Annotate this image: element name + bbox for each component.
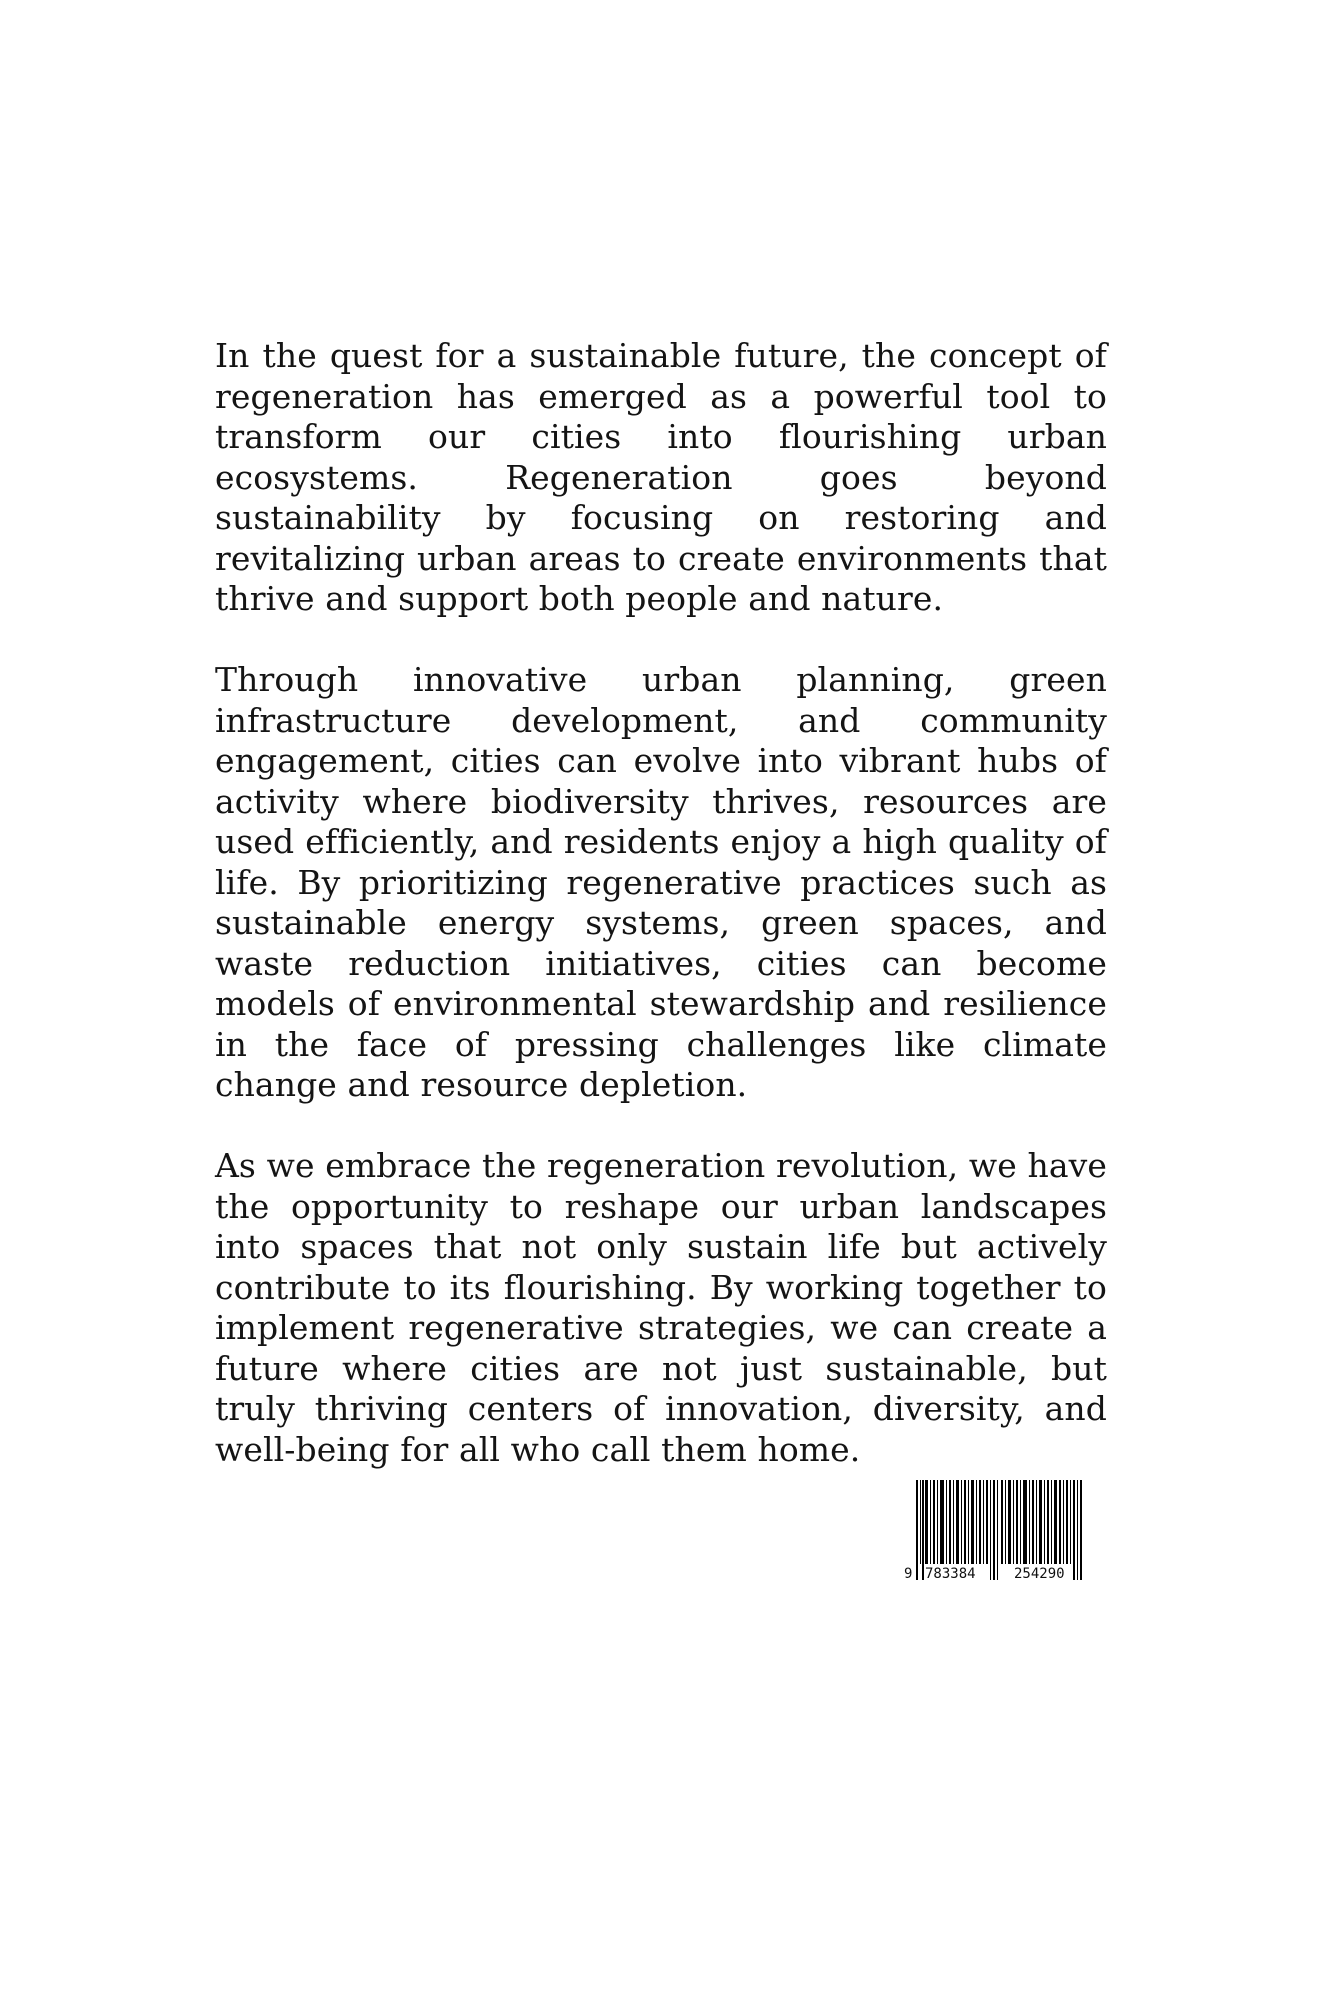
barcode-bar [986, 1480, 988, 1564]
barcode-bar [1066, 1480, 1068, 1564]
blurb-paragraph-3: As we embrace the regeneration revolution, we have the opportunity to reshape our urban landscapes into spaces that not only sustain life but actively contribute to its flourishing. By working together to implement regenerative strategies, we can create a future where cities are not just sustainable, but truly thriving centers of innovation, diversity, and well-being for all who call them home. [215, 1146, 1107, 1469]
barcode-right-digits: 254290 [1014, 1566, 1065, 1582]
barcode-bar [993, 1480, 995, 1580]
barcode-bar [1073, 1480, 1075, 1580]
barcode-bar [971, 1480, 974, 1564]
barcode-bar [1077, 1480, 1078, 1580]
barcode-bar [1016, 1480, 1018, 1564]
barcode-bar [949, 1480, 951, 1564]
barcode-lead-digit: 9 [904, 1566, 913, 1582]
barcode-bar [1013, 1480, 1014, 1564]
barcode-bar [933, 1480, 935, 1564]
blurb-paragraph-2: Through innovative urban planning, green infrastructure development, and community engagement, cities can evolve into vibrant hubs of activity where biodiversity thrives, resources are used efficiently, and residents enjoy a high quality of life. By prioritizing regenerative practices such as sustainable energy systems, green spaces, and waste reduction initiatives, cities can become models of environmental stewardship and resilience in the face of pressing challenges like climate change and resource depletion. [215, 660, 1107, 1104]
barcode-bar [1005, 1480, 1006, 1564]
barcode-bar [1063, 1480, 1064, 1564]
barcode-bar [1023, 1480, 1027, 1564]
barcode-bar [1029, 1480, 1030, 1564]
barcode-bar [1047, 1480, 1049, 1564]
barcode-bar [925, 1480, 928, 1564]
barcode-bar [1070, 1480, 1071, 1564]
barcode-bar [1020, 1480, 1021, 1564]
barcode-bar [968, 1480, 969, 1564]
barcode-bar [1032, 1480, 1034, 1564]
barcode-bar [976, 1480, 977, 1564]
barcode-bar [990, 1480, 991, 1580]
barcode-bar [1008, 1480, 1011, 1564]
barcode-digits [904, 1566, 1065, 1582]
barcode-bar [1054, 1480, 1057, 1564]
barcode-bars [916, 1480, 1082, 1580]
barcode-bar [997, 1480, 998, 1580]
barcode-bar [940, 1480, 944, 1564]
blurb-paragraph-1: In the quest for a sustainable future, the concept of regeneration has emerged as a powerful tool to transform our cities into flourishing urban ecosystems. Regeneration goes beyond sustainability by focusing on restoring and revitalizing urban areas to create environments that thrive and support both people and nature. [215, 336, 1107, 618]
barcode-bar [916, 1480, 918, 1580]
barcode-bar [1044, 1480, 1045, 1564]
barcode-bar [937, 1480, 938, 1564]
barcode-bar [979, 1480, 981, 1564]
barcode-bar [946, 1480, 947, 1564]
barcode-bar [1080, 1480, 1082, 1580]
barcode-bar [1051, 1480, 1052, 1564]
barcode-bar [1036, 1480, 1037, 1564]
barcode-bar [930, 1480, 931, 1564]
barcode-bar [961, 1480, 962, 1564]
blurb-text [215, 336, 1107, 1470]
barcode-bar [920, 1480, 921, 1564]
barcode-bar [956, 1480, 959, 1564]
barcode-bar [953, 1480, 954, 1564]
barcode-bar [964, 1480, 966, 1564]
barcode-bar [1059, 1480, 1061, 1564]
barcode-bar [983, 1480, 984, 1564]
isbn-barcode [904, 1480, 1089, 1582]
barcode-bar [922, 1480, 924, 1580]
barcode-bar [1001, 1480, 1003, 1564]
barcode-left-digits: 783384 [925, 1566, 976, 1582]
barcode-bar [1039, 1480, 1042, 1564]
